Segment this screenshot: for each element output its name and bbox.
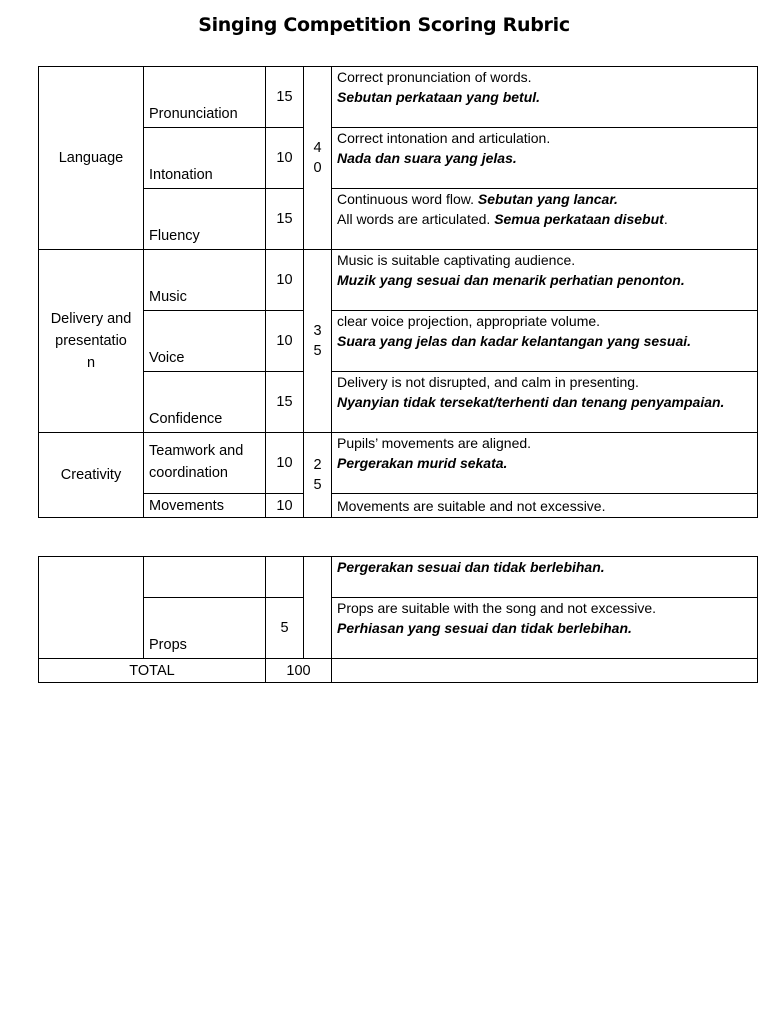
description-ms: Muzik yang sesuai dan menarik perhatian penonton. xyxy=(337,272,685,288)
criterion-confidence: Confidence xyxy=(144,372,266,433)
subtotal-delivery xyxy=(304,250,332,433)
description-en: Pupils’ movements are aligned. xyxy=(337,435,532,451)
description-movements-cont xyxy=(332,557,758,598)
criterion-pronunciation: Pronunciation xyxy=(144,67,266,128)
description-ms: Sebutan perkataan yang betul. xyxy=(337,89,541,105)
description-line xyxy=(337,189,752,209)
score-intonation: 10 xyxy=(266,128,304,189)
rubric-table xyxy=(38,66,758,518)
subtotal-language xyxy=(304,67,332,250)
rubric-row-movements xyxy=(39,494,758,518)
total-row xyxy=(39,659,758,683)
criterion-line: Teamwork and xyxy=(149,443,244,459)
description-teamwork xyxy=(332,433,758,494)
description-ms: Sebutan yang lancar. xyxy=(477,191,618,207)
criterion-line: coordination xyxy=(149,465,228,481)
criterion-teamwork xyxy=(144,433,266,494)
score-teamwork: 10 xyxy=(266,433,304,494)
category-creativity-cont xyxy=(39,557,144,659)
description-props xyxy=(332,598,758,659)
score-props: 5 xyxy=(266,598,304,659)
category-line: Delivery and xyxy=(50,311,132,327)
description-ms: Semua perkataan disebut xyxy=(494,211,664,227)
description-intonation xyxy=(332,128,758,189)
total-description-empty xyxy=(332,659,758,683)
subtotal-digit: 5 xyxy=(313,477,322,493)
description-en: All words are articulated. xyxy=(337,211,495,227)
rubric-row-pronunciation xyxy=(39,67,758,128)
rubric-row-music xyxy=(39,250,758,311)
description-music xyxy=(332,250,758,311)
description-en: Delivery is not disrupted, and calm in presenting. xyxy=(337,374,639,390)
subtotal-digit: 4 xyxy=(313,140,322,156)
description-ms: Perhiasan yang sesuai dan tidak berlebihan. xyxy=(337,620,632,636)
score-movements: 10 xyxy=(266,494,304,518)
description-en: Continuous word flow. xyxy=(337,191,478,207)
subtotal-creativity xyxy=(304,433,332,518)
score-fluency: 15 xyxy=(266,189,304,250)
page-title: Singing Competition Scoring Rubric xyxy=(198,14,570,36)
subtotal-digit: 5 xyxy=(313,343,322,359)
description-ms: Nyanyian tidak tersekat/terhenti dan tenang penyampaian. xyxy=(337,394,725,410)
total-label: TOTAL xyxy=(39,659,266,683)
criterion-music: Music xyxy=(144,250,266,311)
criterion-props: Props xyxy=(144,598,266,659)
category-line: n xyxy=(86,355,96,371)
rubric-table-continued xyxy=(38,556,758,683)
description-line xyxy=(337,209,752,229)
score-pronunciation: 15 xyxy=(266,67,304,128)
subtotal-digit: 2 xyxy=(313,457,322,473)
category-line: presentatio xyxy=(55,333,127,349)
description-ms: Pergerakan murid sekata. xyxy=(337,455,508,471)
score-confidence: 15 xyxy=(266,372,304,433)
criterion-voice: Voice xyxy=(144,311,266,372)
description-fluency xyxy=(332,189,758,250)
rubric-row-movements-cont xyxy=(39,557,758,598)
criterion-intonation: Intonation xyxy=(144,128,266,189)
criterion-fluency: Fluency xyxy=(144,189,266,250)
category-delivery xyxy=(39,250,144,433)
criterion-empty xyxy=(144,557,266,598)
rubric-row-confidence xyxy=(39,372,758,433)
description-en: Music is suitable captivating audience. xyxy=(337,252,576,268)
rubric-row-voice xyxy=(39,311,758,372)
description-en: Props are suitable with the song and not excessive. xyxy=(337,600,657,616)
rubric-row-props xyxy=(39,598,758,659)
description-movements: Movements are suitable and not excessive. xyxy=(332,494,758,518)
total-value: 100 xyxy=(266,659,332,683)
subtotal-creativity-cont xyxy=(304,557,332,659)
description-ms: Suara yang jelas dan kadar kelantangan yang sesuai. xyxy=(337,333,692,349)
score-voice: 10 xyxy=(266,311,304,372)
description-period: . xyxy=(663,211,668,227)
description-confidence xyxy=(332,372,758,433)
criterion-movements: Movements xyxy=(144,494,266,518)
description-ms: Pergerakan sesuai dan tidak berlebihan. xyxy=(337,559,605,575)
description-en: Correct pronunciation of words. xyxy=(337,69,532,85)
score-music: 10 xyxy=(266,250,304,311)
rubric-row-fluency xyxy=(39,189,758,250)
rubric-row-teamwork xyxy=(39,433,758,494)
subtotal-digit: 3 xyxy=(313,323,322,339)
rubric-row-intonation xyxy=(39,128,758,189)
category-language: Language xyxy=(39,67,144,250)
category-creativity: Creativity xyxy=(39,433,144,518)
score-empty xyxy=(266,557,304,598)
subtotal-digit: 0 xyxy=(313,160,322,176)
description-en: Correct intonation and articulation. xyxy=(337,130,551,146)
description-en: clear voice projection, appropriate volume. xyxy=(337,313,601,329)
description-pronunciation xyxy=(332,67,758,128)
description-voice xyxy=(332,311,758,372)
description-ms: Nada dan suara yang jelas. xyxy=(337,150,517,166)
